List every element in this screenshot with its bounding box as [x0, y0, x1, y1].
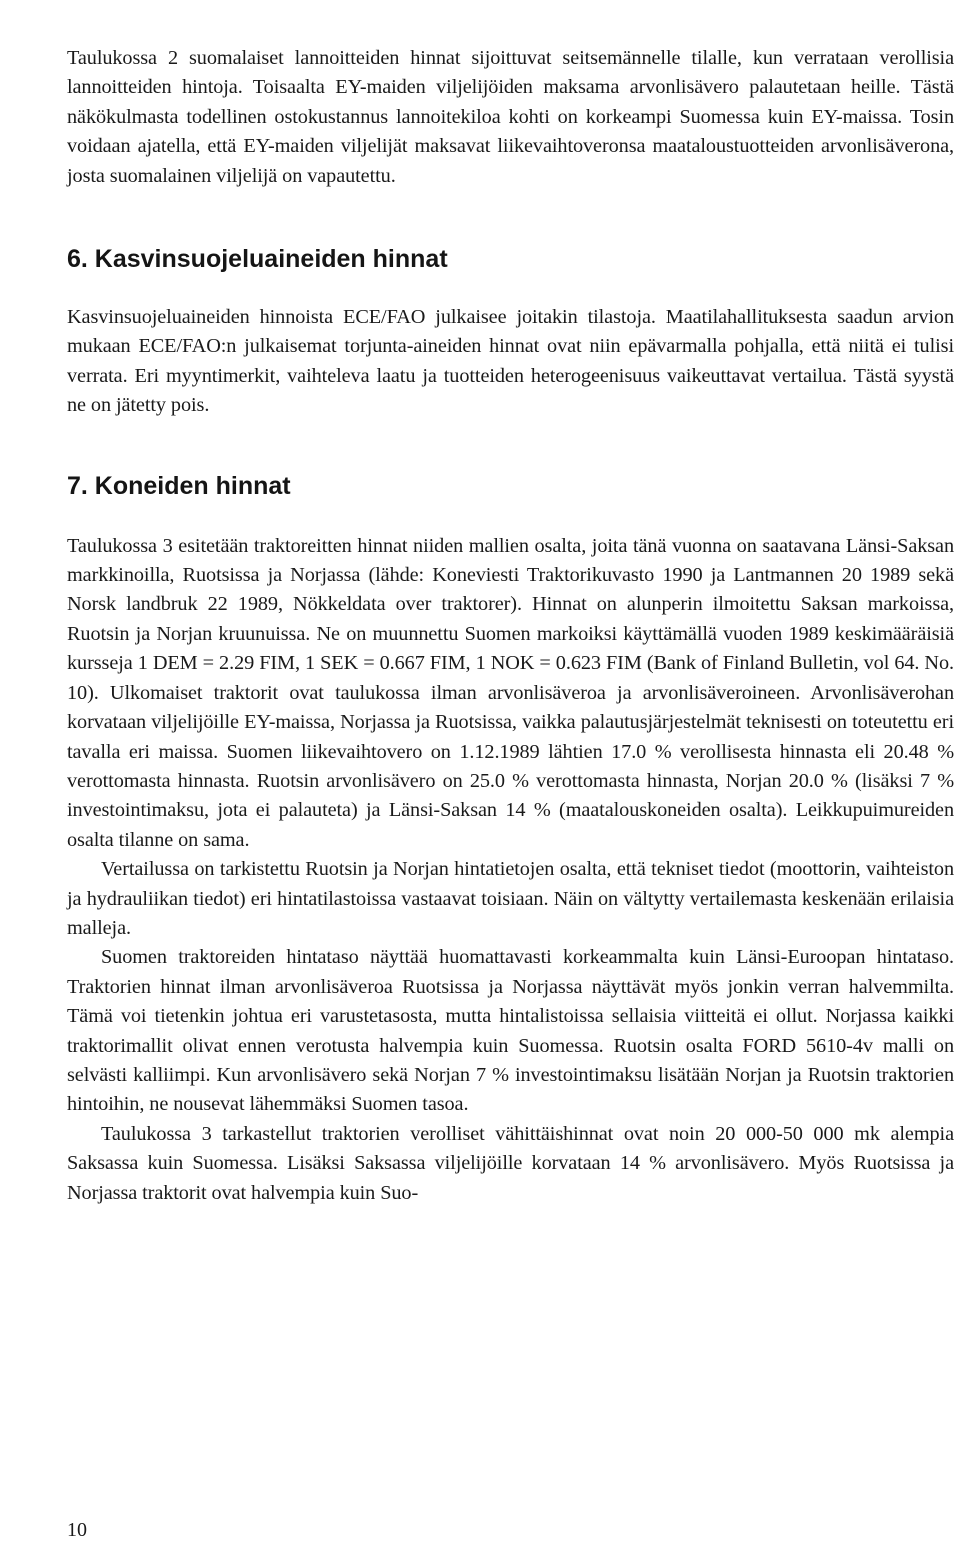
section-7-paragraph-2: Vertailussa on tarkistettu Ruotsin ja Norjan hintatietojen osalta, että tekniset tiedot (moottorin, vaihteiston ja hydrauliikan tiedot) eri hintatilastoissa vastaavat toisiaan. Näin on vältytty vertailemasta keskenään erilaisia malleja. — [67, 858, 954, 939]
section-7-paragraph-4: Taulukossa 3 tarkastellut traktorien verolliset vähittäishinnat ovat noin 20 000-50 000 mk alempia Saksassa kuin Suomessa. Lisäksi Saksassa viljelijöille korvataan 14 % arvonlisävero. Myös Ruotsissa ja Norjassa traktorit ovat halvempia kuin Suo- — [67, 1122, 954, 1204]
section-7-paragraph-3: Suomen traktoreiden hintataso näyttää huomattavasti korkeammalta kuin Länsi-Euroopan hintataso. Traktorien hinnat ilman arvonlisäveroa Ruotsissa ja Norjassa näyttävät myös jonkin verran halvemmilta. Tämä voi tietenkin johtua eri varustetasosta, mutta hintalistoissa sellaisia viitteitä ei ollut. Norjassa kaikki traktorimallit olivat ennen verotusta halvempia kuin Suomessa. Ruotsin osalta FORD 5610-4v malli on selvästi kalliimpi. Kun arvonlisävero sekä Norjan 7 % investointimaksu lisätään Norjan ja Ruotsin traktorien hintoihin, ne nousevat lähemmäksi Suomen tasoa. — [67, 946, 954, 1116]
page-number: 10 — [67, 1519, 87, 1541]
section-7-heading: 7. Koneiden hinnat — [67, 471, 291, 500]
section-6-heading: 6. Kasvinsuojeluaineiden hinnat — [67, 245, 448, 274]
section-6-paragraph: Kasvinsuojeluaineiden hinnoista ECE/FAO julkaisee joitakin tilastoja. Maatilahallituksesta saadun arvion mukaan ECE/FAO:n julkaisemat torjunta-aineiden hinnat ovat niin epävarmalla pohjalla, että niitä ei tulisi verrata. Eri myyntimerkit, vaihteleva laatu ja tuotteiden heterogeenisuus vaikeuttavat vertailua. Tästä syystä ne on jätetty pois. — [67, 306, 954, 417]
document-page — [67, 44, 954, 1208]
intro-paragraph: Taulukossa 2 suomalaiset lannoitteiden hinnat sijoittuvat seitsemännelle tilalle, kun verrataan verollisia lannoitteiden hintoja. Toisaalta EY-maiden viljelijöiden maksama arvonlisävero palautetaan heille. Tästä näkökulmasta todellinen ostokustannus lannoitekiloa kohti on korkeampi Suomessa kuin EY-maissa. Tosin voidaan ajatella, että EY-maiden viljelijät maksavat liikevaihtoveronsa maataloustuotteiden arvonlisäverona, josta suomalainen viljelijä on vapautettu. — [67, 47, 954, 187]
section-7-paragraph-1: Taulukossa 3 esitetään traktoreitten hinnat niiden mallien osalta, joita tänä vuonna on saatavana Länsi-Saksan markkinoilla, Ruotsissa ja Norjassa (lähde: Koneviesti Traktorikuvasto 1990 ja Lantmannen 20 1989 sekä Norsk landbruk 22 1989, Nökkeldata over traktorer). Hinnat on alunperin ilmoitettu Saksan markoissa, Ruotsin ja Norjan kruunuissa. Ne on muunnettu Suomen markoiksi käyttämällä vuoden 1989 keskimääräisiä kursseja 1 DEM = 2.29 FIM, 1 SEK = 0.667 FIM, 1 NOK = 0.623 FIM (Bank of Finland Bulletin, vol 64. No. 10). Ulkomaiset traktorit ovat taulukossa ilman arvonlisäveroa ja arvonlisäveroineen. Arvonlisäverohan korvataan viljelijöille EY-maissa, Norjassa ja Ruotsissa, vaikka palautusjärjestelmät teknisesti on toteutettu eri tavalla eri maissa. Suomen liikevaihtovero on 1.12.1989 lähtien 17.0 % verollisesta hinnasta eli 20.48 % verottomasta hinnasta. Ruotsin arvonlisävero on 25.0 % verottomasta hinnasta, Norjan 20.0 % (lisäksi 7 % investointimaksu, jota ei palauteta) ja Länsi-Saksan 14 % (maatalouskoneiden osalta). Leikkupuimureiden osalta tilanne on sama. — [67, 534, 954, 851]
